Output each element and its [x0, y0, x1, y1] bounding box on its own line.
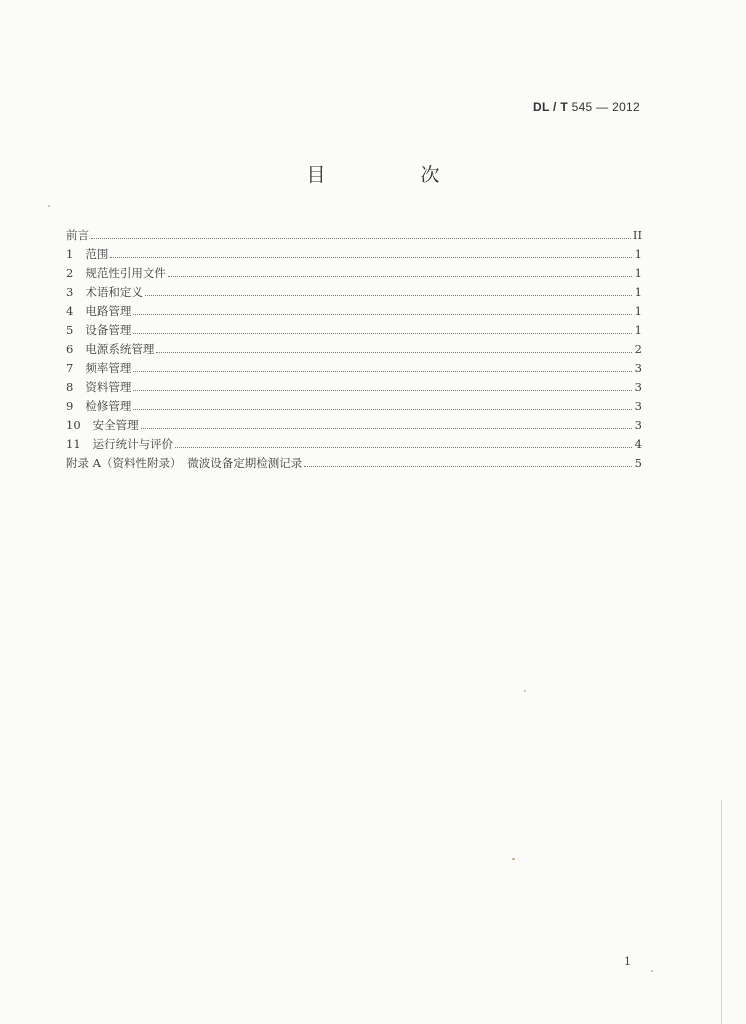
toc-entry-page: 1	[634, 304, 642, 318]
toc-entry-number: 1	[66, 247, 74, 261]
toc-entry-page: 3	[634, 361, 642, 375]
toc-entry-label: 前言	[66, 228, 89, 242]
toc-entry-number: 3	[66, 285, 74, 299]
toc-entry-page: 3	[634, 418, 642, 432]
toc-entry[interactable]	[66, 264, 642, 283]
toc-entry-label: 电路管理	[85, 304, 132, 318]
toc-entry[interactable]	[66, 359, 642, 378]
toc-dot-leader	[91, 237, 631, 239]
toc-entry[interactable]	[66, 226, 642, 245]
toc-dot-leader	[133, 313, 632, 315]
toc-entry-number: 2	[66, 266, 74, 280]
toc-entry[interactable]	[66, 321, 642, 340]
toc-dot-leader	[141, 427, 632, 429]
toc-entry-label: 资料管理	[85, 380, 132, 394]
scan-edge	[721, 800, 722, 1024]
scan-speck	[651, 970, 653, 972]
toc-entry-label: 术语和定义	[85, 285, 143, 299]
toc-entry[interactable]	[66, 302, 642, 321]
toc-dot-leader	[175, 446, 632, 448]
toc-entry-label: 电源系统管理	[85, 342, 155, 356]
table-of-contents	[66, 226, 642, 473]
toc-dot-leader	[133, 370, 632, 372]
toc-entry-label: 附录 A（资料性附录） 微波设备定期检测记录	[66, 456, 303, 470]
toc-entry-number: 8	[66, 380, 74, 394]
toc-entry-page: 3	[634, 380, 642, 394]
toc-entry-label: 频率管理	[85, 361, 132, 375]
toc-entry-page: 1	[634, 266, 642, 280]
toc-entry[interactable]	[66, 283, 642, 302]
toc-entry-page: 5	[634, 456, 642, 470]
toc-dot-leader	[133, 389, 632, 391]
standard-code	[533, 100, 640, 114]
scan-speck	[48, 205, 50, 207]
toc-entry-number: 11	[66, 437, 81, 451]
toc-entry-page: 4	[634, 437, 642, 451]
toc-entry-page: 1	[634, 323, 642, 337]
standard-number: 545 — 2012	[571, 100, 640, 114]
page-number: 1	[624, 955, 631, 968]
toc-entry[interactable]	[66, 378, 642, 397]
toc-entry-page: 1	[634, 285, 642, 299]
toc-dot-leader	[168, 275, 632, 277]
toc-entry[interactable]	[66, 340, 642, 359]
toc-entry-label: 安全管理	[92, 418, 139, 432]
toc-dot-leader	[133, 408, 632, 410]
toc-entry[interactable]	[66, 397, 642, 416]
toc-entry-number: 10	[66, 418, 81, 432]
scan-speck	[524, 690, 526, 692]
toc-entry-label: 范围	[85, 247, 109, 261]
toc-dot-leader	[156, 351, 632, 353]
toc-entry-page: II	[632, 228, 642, 242]
page-title: 目 次	[306, 164, 478, 186]
toc-entry-label: 规范性引用文件	[85, 266, 166, 280]
toc-entry-label: 运行统计与评价	[92, 437, 174, 451]
toc-entry[interactable]	[66, 435, 642, 454]
toc-entry-label: 检修管理	[85, 399, 132, 413]
toc-entry[interactable]	[66, 245, 642, 264]
toc-entry[interactable]	[66, 416, 642, 435]
toc-entry-number: 6	[66, 342, 74, 356]
toc-entry-number: 7	[66, 361, 74, 375]
standard-prefix: DL / T	[533, 100, 568, 114]
toc-entry-number: 5	[66, 323, 74, 337]
toc-dot-leader	[304, 465, 632, 467]
toc-entry-number: 9	[66, 399, 74, 413]
toc-entry[interactable]	[66, 454, 642, 473]
toc-entry-page: 1	[634, 247, 642, 261]
toc-dot-leader	[110, 256, 632, 258]
toc-entry-page: 3	[634, 399, 642, 413]
toc-dot-leader	[133, 332, 632, 334]
toc-dot-leader	[145, 294, 632, 296]
toc-entry-page: 2	[634, 342, 642, 356]
toc-entry-label: 设备管理	[85, 323, 132, 337]
toc-entry-number: 4	[66, 304, 74, 318]
scan-speck	[512, 858, 515, 860]
